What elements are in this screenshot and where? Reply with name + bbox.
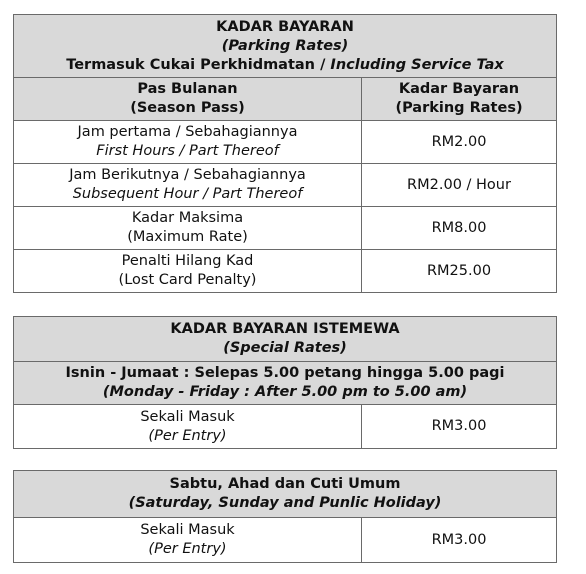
tax-note-en: Including Service Tax xyxy=(330,56,504,73)
rate-label-cell xyxy=(14,405,362,449)
special-rates-period xyxy=(14,362,557,405)
rate-value: RM25.00 xyxy=(362,250,557,293)
weekend-rates-title: Sabtu, Ahad dan Cuti Umum xyxy=(169,476,401,492)
table-row xyxy=(14,207,557,250)
parking-rates-title: KADAR BAYARAN xyxy=(216,18,354,35)
special-rates-header xyxy=(14,317,557,362)
special-rates-title-en: (Special Rates) xyxy=(223,340,347,356)
rate-label-ms: Sekali Masuk xyxy=(140,522,235,538)
column-header-label-ms: Kadar Bayaran xyxy=(398,81,520,97)
rate-label-en: (Per Entry) xyxy=(148,427,227,444)
column-header-season-pass xyxy=(14,78,362,121)
tax-note xyxy=(14,56,556,75)
parking-rates-table xyxy=(13,14,557,293)
rate-label-cell xyxy=(14,164,362,207)
weekend-rates-table xyxy=(13,470,557,563)
table-row xyxy=(14,250,557,293)
rate-label-ms: Kadar Maksima xyxy=(131,210,244,226)
weekend-rates-title-en: (Saturday, Sunday and Punlic Holiday) xyxy=(128,495,442,511)
parking-rates-title-en: (Parking Rates) xyxy=(221,37,349,54)
rate-label-en: (Lost Card Penalty) xyxy=(118,272,257,288)
rate-value: RM2.00 xyxy=(362,121,557,164)
rate-label-ms: Jam Berikutnya / Sebahagiannya xyxy=(69,167,306,183)
table-row xyxy=(14,405,557,449)
rate-label-ms: Jam pertama / Sebahagiannya xyxy=(77,124,298,140)
rate-value: RM3.00 xyxy=(362,405,557,449)
rate-value: RM8.00 xyxy=(362,207,557,250)
rate-label-ms: Penalti Hilang Kad xyxy=(121,253,254,269)
rate-label-cell xyxy=(14,207,362,250)
column-header-parking-rates xyxy=(362,78,557,121)
rate-label-ms: Sekali Masuk xyxy=(140,408,235,425)
table-row xyxy=(14,121,557,164)
rate-label-en: (Per Entry) xyxy=(148,541,227,557)
rate-value: RM3.00 xyxy=(362,518,557,563)
tax-note-ms: Termasuk Cukai Perkhidmatan xyxy=(66,56,316,73)
tax-note-separator: / xyxy=(315,56,331,73)
special-period-en: (Monday - Friday : After 5.00 pm to 5.00 am) xyxy=(102,384,468,400)
special-rates-title: KADAR BAYARAN ISTEMEWA xyxy=(170,321,400,337)
table-row xyxy=(14,164,557,207)
table-row xyxy=(14,518,557,563)
rate-label-cell xyxy=(14,121,362,164)
column-header-label-en: (Parking Rates) xyxy=(395,100,523,116)
column-header-label-en: (Season Pass) xyxy=(130,100,245,116)
special-rates-table xyxy=(13,316,557,449)
rate-label-en: Subsequent Hour / Part Thereof xyxy=(72,186,303,202)
special-period-ms: Isnin - Jumaat : Selepas 5.00 petang hingga 5.00 pagi xyxy=(65,365,505,381)
rate-label-en: First Hours / Part Thereof xyxy=(96,143,279,159)
rate-value: RM2.00 / Hour xyxy=(362,164,557,207)
weekend-rates-header xyxy=(14,471,557,518)
rate-label-en: (Maximum Rate) xyxy=(127,229,248,245)
parking-rates-header xyxy=(14,15,557,78)
rate-label-cell xyxy=(14,518,362,563)
rate-label-cell xyxy=(14,250,362,293)
column-header-label-ms: Pas Bulanan xyxy=(137,81,238,97)
